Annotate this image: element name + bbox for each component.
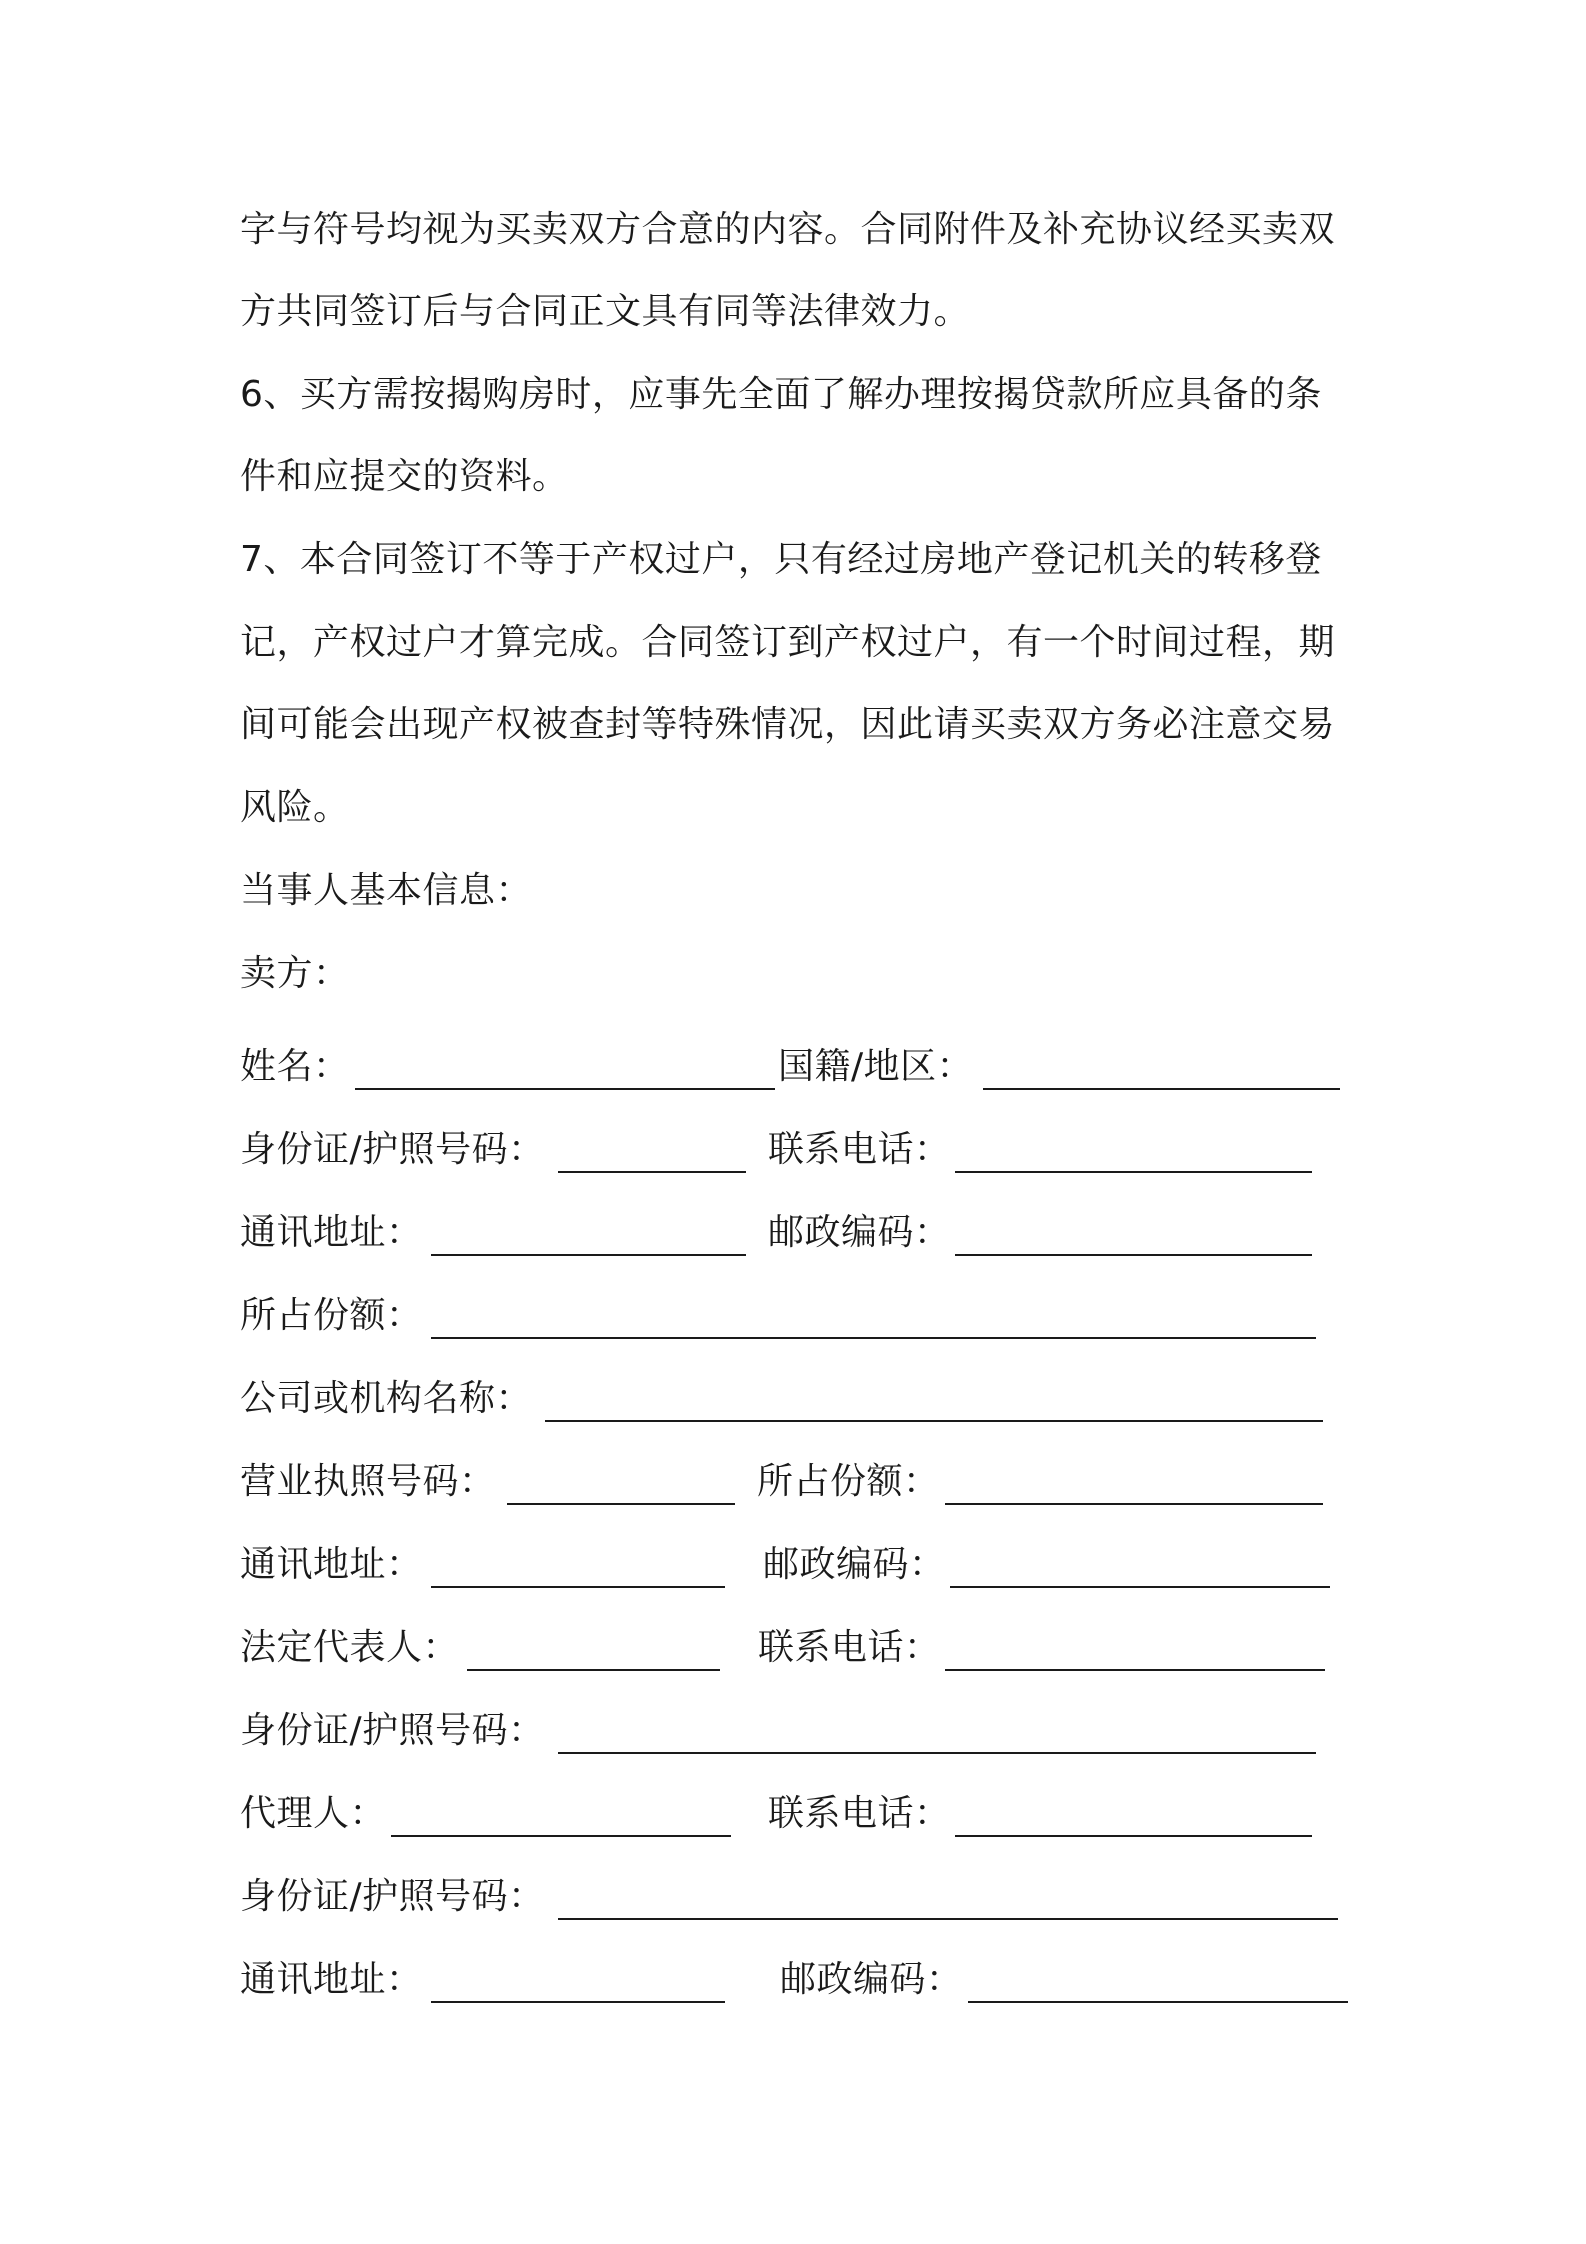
id-passport-label: 身份证/护照号码： xyxy=(240,1710,545,1751)
id-passport-blank[interactable] xyxy=(558,1171,746,1173)
id-passport-label: 身份证/护照号码： xyxy=(240,1129,545,1170)
phone-blank[interactable] xyxy=(945,1669,1325,1671)
address-blank[interactable] xyxy=(431,2001,725,2003)
license-no-label: 营业执照号码： xyxy=(240,1461,496,1502)
paragraph-text: 方共同签订后与合同正文具有同等法律效力。 xyxy=(240,291,971,332)
postcode-blank[interactable] xyxy=(968,2001,1348,2003)
address-blank[interactable] xyxy=(431,1586,725,1588)
share-label: 所占份额： xyxy=(240,1295,423,1336)
phone-label: 联系电话： xyxy=(758,1627,941,1668)
legal-rep-label: 法定代表人： xyxy=(240,1627,460,1668)
address-label: 通讯地址： xyxy=(240,1959,423,2000)
clause-6-text: 件和应提交的资料。 xyxy=(240,456,569,497)
share-blank[interactable] xyxy=(945,1503,1323,1505)
clause-6-text: 6、买方需按揭购房时，应事先全面了解办理按揭贷款所应具备的条 xyxy=(240,374,1322,415)
name-blank[interactable] xyxy=(355,1088,775,1090)
address-label: 通讯地址： xyxy=(240,1212,423,1253)
agent-blank[interactable] xyxy=(391,1835,731,1837)
address-blank[interactable] xyxy=(431,1254,746,1256)
clause-7-text: 风险。 xyxy=(240,787,350,828)
id-passport-label: 身份证/护照号码： xyxy=(240,1876,545,1917)
nationality-label: 国籍/地区： xyxy=(778,1046,974,1087)
clause-7-text: 7、本合同签订不等于产权过户，只有经过房地产登记机关的转移登 xyxy=(240,539,1322,580)
name-label: 姓名： xyxy=(240,1046,350,1087)
phone-blank[interactable] xyxy=(955,1835,1312,1837)
postcode-label: 邮政编码： xyxy=(780,1959,963,2000)
company-name-blank[interactable] xyxy=(545,1420,1323,1422)
address-label: 通讯地址： xyxy=(240,1544,423,1585)
share-blank[interactable] xyxy=(431,1337,1316,1339)
license-no-blank[interactable] xyxy=(507,1503,735,1505)
id-passport-blank[interactable] xyxy=(558,1918,1338,1920)
clause-7-text: 记，产权过户才算完成。合同签订到产权过户，有一个时间过程，期 xyxy=(240,622,1336,663)
legal-rep-blank[interactable] xyxy=(467,1669,720,1671)
phone-label: 联系电话： xyxy=(768,1793,951,1834)
nationality-blank[interactable] xyxy=(983,1088,1340,1090)
postcode-blank[interactable] xyxy=(955,1254,1312,1256)
paragraph-text: 字与符号均视为买卖双方合意的内容。合同附件及补充协议经买卖双 xyxy=(240,209,1336,250)
clause-7-text: 间可能会出现产权被查封等特殊情况，因此请买卖双方务必注意交易 xyxy=(240,704,1336,745)
agent-label: 代理人： xyxy=(240,1793,387,1834)
postcode-blank[interactable] xyxy=(950,1586,1330,1588)
phone-label: 联系电话： xyxy=(768,1129,951,1170)
phone-blank[interactable] xyxy=(955,1171,1312,1173)
id-passport-blank[interactable] xyxy=(558,1752,1316,1754)
company-name-label: 公司或机构名称： xyxy=(240,1378,533,1419)
postcode-label: 邮政编码： xyxy=(768,1212,951,1253)
share-label: 所占份额： xyxy=(757,1461,940,1502)
postcode-label: 邮政编码： xyxy=(763,1544,946,1585)
section-heading-seller: 卖方： xyxy=(240,953,350,994)
section-heading-parties: 当事人基本信息： xyxy=(240,870,533,911)
